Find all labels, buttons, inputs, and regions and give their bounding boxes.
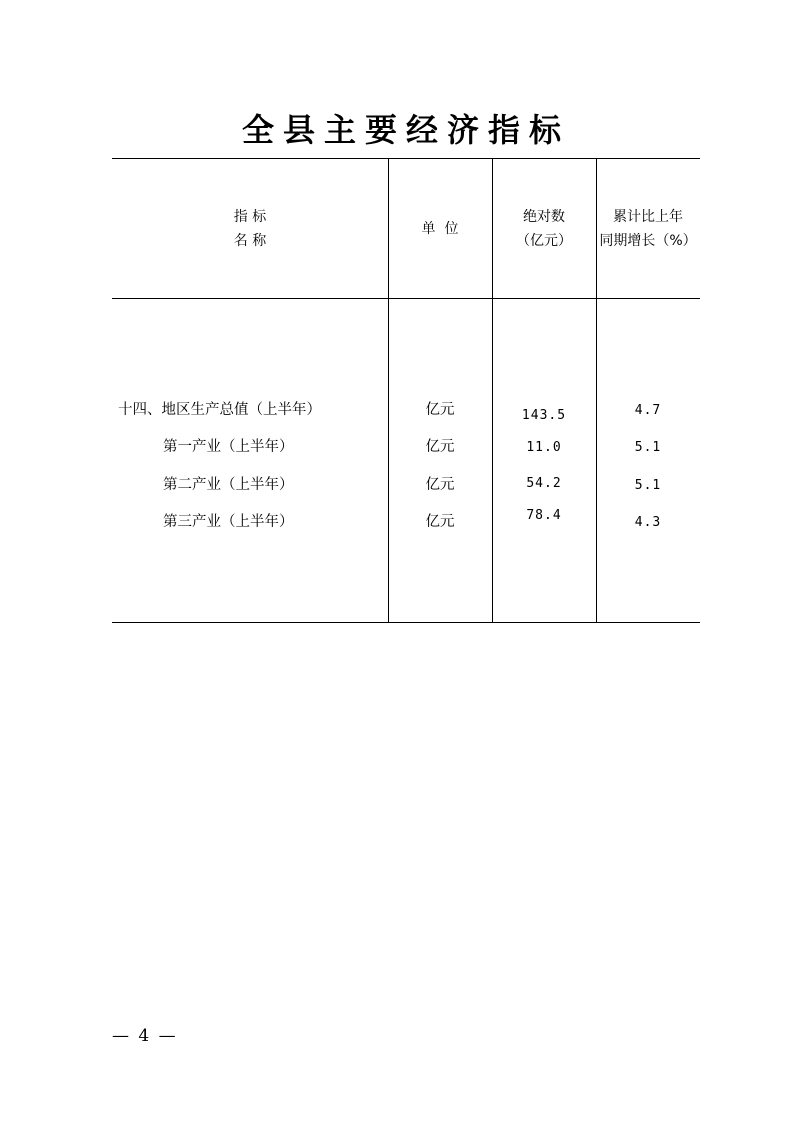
row-growth: 4.3 [634, 515, 662, 530]
indicator-table [112, 158, 700, 623]
row-unit: 亿元 [425, 439, 455, 455]
row-growth: 5.1 [634, 440, 662, 455]
page-title: 全县主要经济指标 [241, 111, 570, 149]
row-unit: 亿元 [425, 514, 455, 530]
page-number: — 4 — [112, 1026, 178, 1046]
row-name: 第二产业（上半年） [163, 477, 294, 493]
row-name: 第一产业（上半年） [163, 439, 294, 455]
header-growth-rate: 累计比上年 同期增长（%） [599, 209, 697, 249]
header-indicator-name: 指 标 名 称 [233, 209, 267, 249]
row-value: 78.4 [526, 508, 562, 523]
row-name: 十四、地区生产总值（上半年） [118, 402, 321, 418]
header-divider [112, 298, 700, 299]
row-value: 11.0 [526, 440, 562, 455]
row-growth: 4.7 [634, 403, 662, 418]
row-value: 143.5 [521, 408, 567, 423]
row-value: 54.2 [526, 476, 562, 491]
row-unit: 亿元 [425, 477, 455, 493]
row-unit: 亿元 [425, 402, 455, 418]
header-absolute-value: 绝对数 （亿元） [516, 209, 572, 249]
row-name: 第三产业（上半年） [163, 514, 294, 530]
header-unit: 单 位 [421, 221, 459, 237]
row-growth: 5.1 [634, 478, 662, 493]
